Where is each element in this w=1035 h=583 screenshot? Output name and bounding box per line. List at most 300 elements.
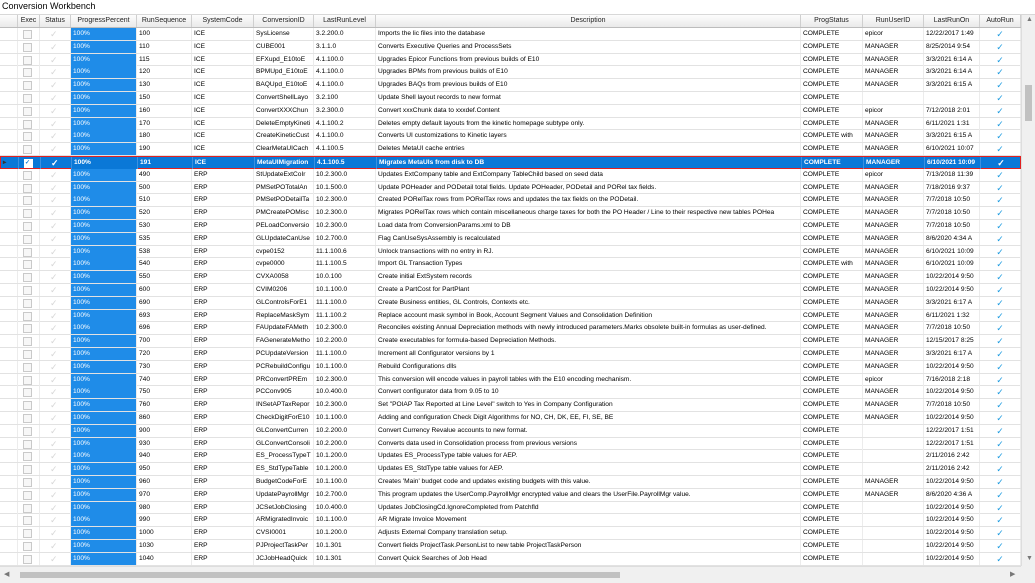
table-row[interactable] bbox=[0, 41, 1021, 54]
table-row[interactable] bbox=[0, 284, 1021, 297]
auto-run-check-icon[interactable]: ✓ bbox=[996, 221, 1004, 231]
auto-run-cell[interactable] bbox=[980, 322, 1021, 334]
exec-cell[interactable] bbox=[18, 194, 40, 206]
exec-cell[interactable] bbox=[18, 463, 40, 475]
auto-run-cell[interactable] bbox=[980, 425, 1021, 437]
auto-run-check-icon[interactable]: ✓ bbox=[996, 413, 1004, 423]
auto-run-check-icon[interactable]: ✓ bbox=[996, 489, 1004, 500]
auto-run-cell[interactable] bbox=[980, 335, 1021, 347]
exec-checkbox[interactable] bbox=[23, 286, 32, 295]
row-indicator-icon[interactable] bbox=[0, 130, 18, 142]
grid-header bbox=[0, 15, 1021, 28]
exec-cell[interactable] bbox=[18, 284, 40, 296]
auto-run-check-icon[interactable]: ✓ bbox=[996, 285, 1004, 295]
auto-run-cell[interactable] bbox=[980, 489, 1021, 501]
horizontal-scrollbar[interactable] bbox=[0, 566, 1021, 583]
table-row[interactable] bbox=[0, 105, 1021, 118]
table-row[interactable] bbox=[0, 28, 1021, 41]
row-indicator-icon[interactable] bbox=[0, 553, 18, 565]
table-row[interactable] bbox=[0, 54, 1021, 67]
row-indicator-icon[interactable] bbox=[0, 297, 18, 309]
exec-checkbox[interactable] bbox=[23, 452, 32, 461]
row-indicator-icon[interactable] bbox=[0, 322, 18, 334]
auto-run-cell[interactable] bbox=[980, 527, 1021, 539]
auto-run-cell[interactable] bbox=[980, 246, 1021, 258]
row-indicator-icon[interactable] bbox=[0, 386, 18, 398]
status-cell bbox=[40, 207, 71, 219]
exec-checkbox[interactable] bbox=[23, 248, 32, 257]
exec-checkbox[interactable] bbox=[23, 120, 32, 129]
table-row[interactable] bbox=[0, 258, 1021, 271]
table-row[interactable] bbox=[0, 310, 1021, 323]
exec-cell[interactable] bbox=[18, 258, 40, 270]
exec-checkbox[interactable] bbox=[23, 222, 32, 231]
status-cell bbox=[40, 335, 71, 347]
table-row[interactable] bbox=[0, 66, 1021, 79]
table-row[interactable] bbox=[0, 425, 1021, 438]
auto-run-check-icon[interactable]: ✓ bbox=[996, 387, 1004, 398]
auto-run-check-icon[interactable]: ✓ bbox=[996, 259, 1004, 270]
auto-run-cell[interactable] bbox=[980, 105, 1021, 117]
prog-status-cell: COMPLETE bbox=[801, 194, 863, 206]
exec-checkbox[interactable] bbox=[23, 312, 32, 321]
exec-cell[interactable] bbox=[18, 374, 40, 386]
row-indicator-icon[interactable] bbox=[0, 412, 18, 424]
auto-run-cell[interactable] bbox=[980, 258, 1021, 270]
exec-checkbox[interactable] bbox=[23, 107, 32, 116]
row-indicator-icon[interactable] bbox=[0, 310, 18, 322]
auto-run-check-icon[interactable]: ✓ bbox=[996, 310, 1004, 321]
conversion-id-cell: PCRebuildConfigu bbox=[254, 361, 314, 373]
auto-run-check-icon[interactable]: ✓ bbox=[996, 361, 1004, 372]
table-row[interactable] bbox=[0, 361, 1021, 374]
auto-run-check-icon[interactable]: ✓ bbox=[996, 233, 1004, 244]
auto-run-cell[interactable] bbox=[980, 450, 1021, 462]
auto-run-check-icon[interactable]: ✓ bbox=[996, 144, 1004, 155]
table-row[interactable] bbox=[0, 207, 1021, 220]
row-indicator-icon[interactable] bbox=[0, 514, 18, 526]
exec-checkbox[interactable] bbox=[23, 43, 32, 52]
exec-cell[interactable] bbox=[19, 157, 41, 169]
vertical-scroll-thumb[interactable] bbox=[1025, 85, 1032, 121]
row-indicator-icon[interactable] bbox=[0, 450, 18, 462]
auto-run-cell[interactable] bbox=[980, 41, 1021, 53]
auto-run-check-icon[interactable]: ✓ bbox=[996, 272, 1004, 283]
exec-checkbox[interactable] bbox=[23, 388, 32, 397]
prog-status-cell: COMPLETE bbox=[801, 502, 863, 514]
table-row[interactable] bbox=[0, 527, 1021, 540]
auto-run-check-icon[interactable]: ✓ bbox=[996, 80, 1004, 91]
auto-run-check-icon[interactable]: ✓ bbox=[996, 438, 1004, 449]
exec-checkbox[interactable] bbox=[23, 209, 32, 218]
column-header-progstatus[interactable]: ProgStatus bbox=[801, 15, 863, 27]
auto-run-check-icon[interactable]: ✓ bbox=[996, 182, 1004, 193]
row-indicator-icon[interactable] bbox=[0, 361, 18, 373]
exec-checkbox[interactable] bbox=[23, 542, 32, 551]
table-row[interactable] bbox=[0, 169, 1021, 182]
auto-run-cell[interactable] bbox=[980, 182, 1021, 194]
run-user-id-cell: MANAGER bbox=[863, 297, 924, 309]
table-row[interactable] bbox=[0, 553, 1021, 566]
auto-run-check-icon[interactable]: ✓ bbox=[996, 502, 1004, 513]
table-row[interactable] bbox=[0, 322, 1021, 335]
row-indicator-icon[interactable] bbox=[0, 194, 18, 206]
table-row[interactable] bbox=[0, 348, 1021, 361]
exec-checkbox[interactable] bbox=[23, 555, 32, 564]
table-row[interactable] bbox=[0, 79, 1021, 92]
exec-cell[interactable] bbox=[18, 553, 40, 565]
table-row[interactable] bbox=[0, 540, 1021, 553]
exec-cell[interactable] bbox=[18, 476, 40, 488]
auto-run-cell[interactable] bbox=[980, 502, 1021, 514]
row-indicator-icon[interactable] bbox=[0, 233, 18, 245]
column-header-systemcode[interactable]: SystemCode bbox=[192, 15, 254, 27]
exec-cell[interactable] bbox=[18, 41, 40, 53]
auto-run-check-icon[interactable]: ✓ bbox=[996, 541, 1004, 551]
exec-cell[interactable] bbox=[18, 233, 40, 245]
exec-checkbox[interactable] bbox=[23, 363, 32, 372]
auto-run-cell[interactable] bbox=[980, 220, 1021, 232]
table-row[interactable] bbox=[0, 194, 1021, 207]
exec-checkbox[interactable] bbox=[23, 350, 32, 359]
row-indicator-icon[interactable] bbox=[0, 284, 18, 296]
auto-run-cell[interactable] bbox=[980, 54, 1021, 66]
exec-cell[interactable] bbox=[18, 54, 40, 66]
exec-cell[interactable] bbox=[18, 514, 40, 526]
exec-cell[interactable] bbox=[18, 489, 40, 501]
exec-checkbox[interactable]: ✓ bbox=[24, 159, 33, 168]
exec-cell[interactable] bbox=[18, 79, 40, 91]
scroll-up-icon[interactable]: ▲ bbox=[1026, 16, 1033, 23]
conversion-id-cell: ClearMetaUICach bbox=[254, 143, 314, 155]
system-code-cell: ERP bbox=[192, 399, 254, 411]
table-row[interactable] bbox=[0, 220, 1021, 233]
row-indicator-icon[interactable] bbox=[0, 28, 18, 40]
run-user-id-cell: MANAGER bbox=[863, 79, 924, 91]
row-indicator-icon[interactable] bbox=[0, 220, 18, 232]
auto-run-cell[interactable] bbox=[980, 476, 1021, 488]
progress-percent-cell: 100% bbox=[72, 157, 138, 169]
row-indicator-icon[interactable] bbox=[0, 143, 18, 155]
last-run-on-cell: 10/22/2014 9:50 bbox=[924, 527, 980, 539]
exec-cell[interactable] bbox=[18, 246, 40, 258]
table-row[interactable] bbox=[0, 502, 1021, 515]
table-row[interactable] bbox=[0, 412, 1021, 425]
column-header-runsequence[interactable]: RunSequence bbox=[137, 15, 192, 27]
exec-checkbox[interactable] bbox=[23, 414, 32, 423]
auto-run-cell[interactable] bbox=[980, 130, 1021, 142]
exec-cell[interactable] bbox=[18, 348, 40, 360]
column-header-description[interactable]: Description bbox=[376, 15, 801, 27]
auto-run-check-icon[interactable]: ✓ bbox=[996, 93, 1004, 103]
exec-checkbox[interactable] bbox=[23, 132, 32, 141]
run-user-id-cell: epicor bbox=[863, 169, 924, 181]
column-header-runuserid[interactable]: RunUserID bbox=[863, 15, 924, 27]
exec-checkbox[interactable] bbox=[23, 81, 32, 90]
auto-run-cell[interactable] bbox=[980, 297, 1021, 309]
row-indicator-icon[interactable] bbox=[0, 399, 18, 411]
row-indicator-icon[interactable] bbox=[0, 54, 18, 66]
description-cell: Adding and configuration Check Digit Algorithms for NO, CH, DK, EE, FI, SE, BE bbox=[376, 412, 801, 424]
row-indicator-icon[interactable] bbox=[0, 118, 18, 130]
conversion-grid[interactable] bbox=[0, 15, 1022, 566]
auto-run-check-icon[interactable]: ✓ bbox=[996, 131, 1004, 142]
auto-run-cell[interactable] bbox=[980, 79, 1021, 91]
row-indicator-icon[interactable] bbox=[0, 438, 18, 450]
exec-checkbox[interactable] bbox=[23, 337, 32, 346]
auto-run-cell[interactable] bbox=[980, 514, 1021, 526]
exec-cell[interactable] bbox=[18, 130, 40, 142]
auto-run-check-icon[interactable]: ✓ bbox=[996, 169, 1004, 180]
row-indicator-icon[interactable] bbox=[0, 463, 18, 475]
exec-checkbox[interactable] bbox=[23, 273, 32, 282]
row-indicator-icon[interactable] bbox=[0, 92, 18, 104]
row-indicator-icon[interactable] bbox=[0, 79, 18, 91]
exec-cell[interactable] bbox=[18, 386, 40, 398]
table-row[interactable] bbox=[0, 271, 1021, 284]
row-indicator-icon[interactable] bbox=[0, 246, 18, 258]
exec-checkbox[interactable] bbox=[23, 491, 32, 500]
table-row[interactable] bbox=[0, 450, 1021, 463]
scroll-down-icon[interactable]: ▼ bbox=[1026, 555, 1033, 562]
table-row-selected[interactable] bbox=[0, 156, 1021, 169]
exec-checkbox[interactable] bbox=[23, 196, 32, 205]
system-code-cell: ERP bbox=[192, 348, 254, 360]
exec-cell[interactable] bbox=[18, 322, 40, 334]
exec-checkbox[interactable] bbox=[23, 94, 32, 103]
exec-cell[interactable] bbox=[18, 105, 40, 117]
auto-run-check-icon[interactable]: ✓ bbox=[996, 374, 1004, 385]
auto-run-cell[interactable] bbox=[980, 207, 1021, 219]
scroll-left-icon[interactable]: ◀ bbox=[4, 571, 10, 578]
scroll-right-icon[interactable]: ▶ bbox=[1010, 571, 1016, 578]
auto-run-cell[interactable] bbox=[980, 463, 1021, 475]
table-row[interactable] bbox=[0, 246, 1021, 259]
progress-percent-cell: 100% bbox=[71, 246, 137, 258]
status-cell bbox=[40, 258, 71, 270]
exec-checkbox[interactable] bbox=[23, 504, 32, 513]
row-indicator-icon[interactable] bbox=[0, 182, 18, 194]
exec-checkbox[interactable] bbox=[23, 56, 32, 65]
table-row[interactable] bbox=[0, 489, 1021, 502]
auto-run-cell[interactable] bbox=[980, 412, 1021, 424]
row-indicator-icon[interactable] bbox=[0, 335, 18, 347]
status-cell bbox=[40, 130, 71, 142]
auto-run-check-icon[interactable]: ✓ bbox=[996, 67, 1004, 78]
auto-run-cell[interactable] bbox=[980, 386, 1021, 398]
run-sequence-cell: 490 bbox=[137, 169, 192, 181]
row-indicator-icon[interactable] bbox=[0, 527, 18, 539]
row-indicator-icon[interactable] bbox=[0, 348, 18, 360]
row-indicator-icon[interactable] bbox=[0, 476, 18, 488]
auto-run-cell[interactable] bbox=[980, 540, 1021, 552]
row-indicator-icon[interactable] bbox=[0, 489, 18, 501]
auto-run-cell[interactable] bbox=[980, 169, 1021, 181]
table-row[interactable] bbox=[0, 374, 1021, 387]
row-indicator-icon[interactable] bbox=[0, 425, 18, 437]
exec-cell[interactable] bbox=[18, 169, 40, 181]
exec-cell[interactable] bbox=[18, 527, 40, 539]
column-header-lastrunon[interactable]: LastRunOn bbox=[924, 15, 980, 27]
auto-run-check-icon[interactable]: ✓ bbox=[996, 297, 1004, 308]
status-cell bbox=[40, 118, 71, 130]
exec-cell[interactable] bbox=[18, 220, 40, 232]
auto-run-check-icon[interactable]: ✓ bbox=[996, 515, 1004, 526]
table-row[interactable] bbox=[0, 386, 1021, 399]
auto-run-check-icon[interactable]: ✓ bbox=[996, 464, 1004, 475]
row-indicator-icon[interactable] bbox=[0, 207, 18, 219]
exec-checkbox[interactable] bbox=[23, 478, 32, 487]
auto-run-check-icon[interactable]: ✓ bbox=[996, 425, 1004, 436]
auto-run-cell[interactable] bbox=[981, 157, 1022, 169]
exec-cell[interactable] bbox=[18, 207, 40, 219]
row-indicator-icon[interactable] bbox=[0, 105, 18, 117]
auto-run-cell[interactable] bbox=[980, 361, 1021, 373]
exec-checkbox[interactable] bbox=[23, 145, 32, 154]
exec-cell[interactable] bbox=[18, 92, 40, 104]
column-header-progresspercent[interactable]: ProgressPercent bbox=[71, 15, 137, 27]
auto-run-check-icon[interactable]: ✓ bbox=[996, 195, 1004, 206]
row-indicator-icon[interactable] bbox=[0, 374, 18, 386]
row-indicator-icon[interactable] bbox=[0, 258, 18, 270]
exec-cell[interactable] bbox=[18, 335, 40, 347]
auto-run-cell[interactable] bbox=[980, 438, 1021, 450]
auto-run-check-icon[interactable]: ✓ bbox=[996, 105, 1004, 116]
exec-cell[interactable] bbox=[18, 412, 40, 424]
status-cell bbox=[40, 284, 71, 296]
exec-cell[interactable] bbox=[18, 450, 40, 462]
exec-cell[interactable] bbox=[18, 66, 40, 78]
table-row[interactable] bbox=[0, 476, 1021, 489]
auto-run-cell[interactable] bbox=[980, 233, 1021, 245]
exec-cell[interactable] bbox=[18, 28, 40, 40]
exec-checkbox[interactable] bbox=[23, 68, 32, 77]
column-header-status[interactable]: Status bbox=[40, 15, 71, 27]
auto-run-cell[interactable] bbox=[980, 28, 1021, 40]
table-row[interactable] bbox=[0, 335, 1021, 348]
table-row[interactable] bbox=[0, 297, 1021, 310]
horizontal-scroll-thumb[interactable] bbox=[20, 572, 620, 578]
row-indicator-icon[interactable] bbox=[0, 271, 18, 283]
last-run-on-cell: 12/22/2017 1:49 bbox=[924, 28, 980, 40]
exec-checkbox[interactable] bbox=[23, 299, 32, 308]
exec-cell[interactable] bbox=[18, 502, 40, 514]
exec-checkbox[interactable] bbox=[23, 516, 32, 525]
exec-checkbox[interactable] bbox=[23, 235, 32, 244]
exec-checkbox[interactable] bbox=[23, 260, 32, 269]
auto-run-check-icon[interactable]: ✓ bbox=[996, 553, 1004, 564]
auto-run-check-icon[interactable]: ✓ bbox=[996, 208, 1004, 219]
exec-cell[interactable] bbox=[18, 143, 40, 155]
table-row[interactable] bbox=[0, 514, 1021, 527]
column-header-conversionid[interactable]: ConversionID bbox=[254, 15, 314, 27]
table-row[interactable] bbox=[0, 92, 1021, 105]
auto-run-check-icon[interactable]: ✓ bbox=[996, 528, 1004, 539]
auto-run-check-icon[interactable]: ✓ bbox=[996, 400, 1004, 411]
progress-percent-cell: 100% bbox=[71, 258, 137, 270]
auto-run-check-icon[interactable]: ✓ bbox=[997, 158, 1005, 168]
exec-cell[interactable] bbox=[18, 182, 40, 194]
column-header-lastrunlevel[interactable]: LastRunLevel bbox=[314, 15, 376, 27]
exec-checkbox[interactable] bbox=[23, 427, 32, 436]
table-row[interactable] bbox=[0, 463, 1021, 476]
auto-run-cell[interactable] bbox=[980, 284, 1021, 296]
exec-checkbox[interactable] bbox=[23, 529, 32, 538]
row-indicator-icon[interactable] bbox=[0, 41, 18, 53]
exec-cell[interactable] bbox=[18, 540, 40, 552]
auto-run-check-icon[interactable]: ✓ bbox=[996, 336, 1004, 347]
exec-cell[interactable] bbox=[18, 438, 40, 450]
auto-run-cell[interactable] bbox=[980, 92, 1021, 104]
exec-checkbox[interactable] bbox=[23, 324, 32, 333]
table-row[interactable] bbox=[0, 233, 1021, 246]
exec-checkbox[interactable] bbox=[23, 440, 32, 449]
row-indicator-icon[interactable] bbox=[0, 169, 18, 181]
auto-run-cell[interactable] bbox=[980, 118, 1021, 130]
auto-run-cell[interactable] bbox=[980, 271, 1021, 283]
column-header-exec[interactable]: Exec bbox=[18, 15, 40, 27]
exec-checkbox[interactable] bbox=[23, 30, 32, 39]
exec-cell[interactable] bbox=[18, 399, 40, 411]
row-indicator-icon[interactable]: ▸ bbox=[1, 157, 19, 169]
row-indicator-icon[interactable] bbox=[0, 540, 18, 552]
exec-checkbox[interactable] bbox=[23, 184, 32, 193]
auto-run-check-icon[interactable]: ✓ bbox=[996, 54, 1004, 65]
vertical-scrollbar[interactable] bbox=[1021, 15, 1035, 566]
auto-run-cell[interactable] bbox=[980, 194, 1021, 206]
exec-cell[interactable] bbox=[18, 361, 40, 373]
row-indicator-icon[interactable] bbox=[0, 502, 18, 514]
table-row[interactable] bbox=[0, 143, 1021, 156]
table-row[interactable] bbox=[0, 130, 1021, 143]
auto-run-cell[interactable] bbox=[980, 66, 1021, 78]
exec-checkbox[interactable] bbox=[23, 171, 32, 180]
exec-cell[interactable] bbox=[18, 425, 40, 437]
conversion-id-cell: PCConv905 bbox=[254, 386, 314, 398]
exec-checkbox[interactable] bbox=[23, 401, 32, 410]
auto-run-cell[interactable] bbox=[980, 348, 1021, 360]
last-run-on-cell: 10/22/2014 9:50 bbox=[924, 502, 980, 514]
exec-cell[interactable] bbox=[18, 297, 40, 309]
conversion-id-cell: StUpdateExtCoIr bbox=[254, 169, 314, 181]
table-row[interactable] bbox=[0, 399, 1021, 412]
auto-run-cell[interactable] bbox=[980, 399, 1021, 411]
row-indicator-icon[interactable] bbox=[0, 66, 18, 78]
exec-checkbox[interactable] bbox=[23, 376, 32, 385]
auto-run-cell[interactable] bbox=[980, 310, 1021, 322]
auto-run-cell[interactable] bbox=[980, 553, 1021, 565]
auto-run-check-icon[interactable]: ✓ bbox=[996, 349, 1004, 359]
table-row[interactable] bbox=[0, 182, 1021, 195]
auto-run-check-icon[interactable]: ✓ bbox=[996, 29, 1004, 39]
table-row[interactable] bbox=[0, 118, 1021, 131]
table-row[interactable] bbox=[0, 438, 1021, 451]
exec-checkbox[interactable] bbox=[23, 465, 32, 474]
auto-run-check-icon[interactable]: ✓ bbox=[996, 323, 1004, 334]
column-header-autorun[interactable]: AutoRun bbox=[980, 15, 1021, 27]
auto-run-check-icon[interactable]: ✓ bbox=[996, 451, 1004, 462]
exec-cell[interactable] bbox=[18, 118, 40, 130]
auto-run-cell[interactable] bbox=[980, 143, 1021, 155]
auto-run-check-icon[interactable]: ✓ bbox=[996, 246, 1004, 257]
exec-cell[interactable] bbox=[18, 271, 40, 283]
prog-status-cell: COMPLETE bbox=[801, 335, 863, 347]
auto-run-check-icon[interactable]: ✓ bbox=[996, 118, 1004, 129]
auto-run-cell[interactable] bbox=[980, 374, 1021, 386]
auto-run-check-icon[interactable]: ✓ bbox=[996, 41, 1004, 52]
auto-run-check-icon[interactable]: ✓ bbox=[996, 477, 1004, 487]
exec-cell[interactable] bbox=[18, 310, 40, 322]
